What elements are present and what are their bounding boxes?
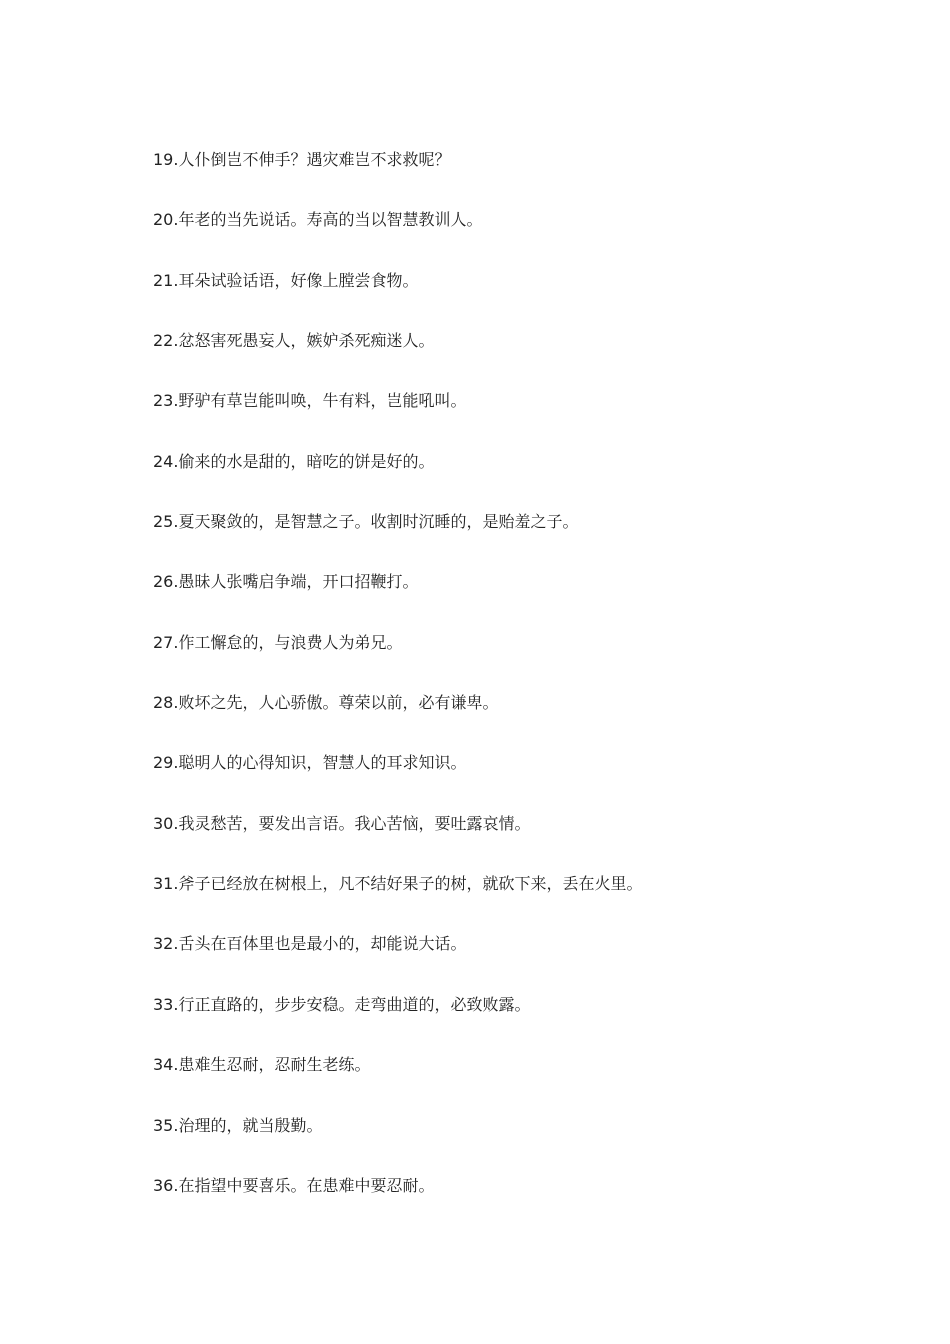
proverb-line-27: 27.作工懈怠的，与浪费人为弟兄。 (153, 632, 403, 652)
proverb-line-19: 19.人仆倒岂不伸手？遇灾难岂不求救呢？ (153, 150, 451, 169)
proverb-line-29: 29.聪明人的心得知识，智慧人的耳求知识。 (153, 753, 467, 773)
proverb-line-26: 26.愚昧人张嘴启争端，开口招鞭打。 (153, 572, 419, 592)
proverb-line-31: 31.斧子已经放在树根上，凡不结好果子的树，就砍下来，丢在火里。 (153, 874, 643, 894)
proverb-line-25: 25.夏天聚敛的，是智慧之子。收割时沉睡的，是贻羞之子。 (153, 512, 579, 532)
proverb-line-21: 21.耳朵试验话语，好像上膛尝食物。 (153, 270, 419, 290)
proverb-line-30: 30.我灵愁苦，要发出言语。我心苦恼，要吐露哀情。 (153, 813, 531, 833)
proverb-line-22: 22.忿怒害死愚妄人，嫉妒杀死痴迷人。 (153, 331, 435, 351)
proverb-line-34: 34.患难生忍耐，忍耐生老练。 (153, 1055, 371, 1075)
proverb-line-32: 32.舌头在百体里也是最小的，却能说大话。 (153, 934, 467, 954)
proverb-line-28: 28.败坏之先，人心骄傲。尊荣以前，必有谦卑。 (153, 693, 499, 713)
proverb-line-24: 24.偷来的水是甜的，暗吃的饼是好的。 (153, 451, 435, 471)
proverb-list (153, 146, 913, 1232)
proverb-line-20: 20.年老的当先说话。寿高的当以智慧教训人。 (153, 210, 483, 230)
proverb-line-35: 35.治理的，就当殷勤。 (153, 1115, 323, 1135)
proverb-line-23: 23.野驴有草岂能叫唤，牛有料，岂能吼叫。 (153, 391, 467, 411)
proverb-line-36: 36.在指望中要喜乐。在患难中要忍耐。 (153, 1175, 435, 1195)
proverb-line-33: 33.行正直路的，步步安稳。走弯曲道的，必致败露。 (153, 994, 531, 1014)
